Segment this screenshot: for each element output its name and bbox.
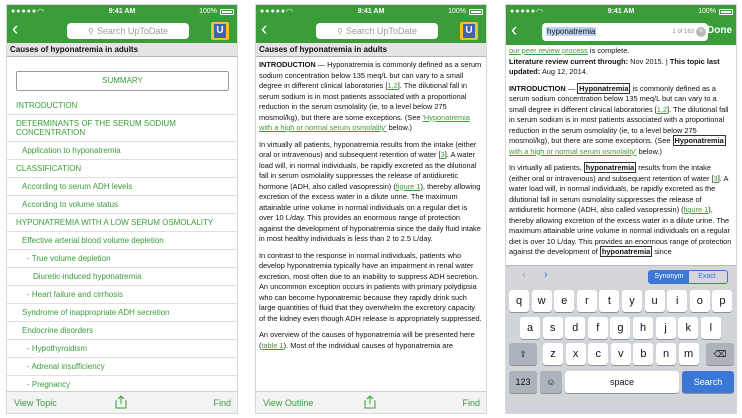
section-heading: INTRODUCTION xyxy=(259,60,316,69)
signal-indicator: ●●●●● xyxy=(260,8,287,15)
wifi-icon: ◠ xyxy=(37,7,44,16)
figure-link[interactable]: figure 1 xyxy=(683,205,709,214)
uptodate-logo-icon[interactable]: U xyxy=(460,22,478,40)
summary-button[interactable]: SUMMARY xyxy=(16,71,229,91)
topic-body xyxy=(256,58,486,391)
find-bar xyxy=(506,19,736,45)
back-chevron-icon[interactable]: ‹ xyxy=(511,20,518,41)
key-a[interactable]: a xyxy=(520,317,540,339)
key-z[interactable]: z xyxy=(543,343,563,365)
search-match: Hyponatremia xyxy=(674,136,724,145)
outline-item[interactable]: - Adrenal insufficiency xyxy=(7,358,237,376)
key-s[interactable]: s xyxy=(543,317,563,339)
search-icon: ⚲ xyxy=(337,27,343,36)
status-bar xyxy=(506,5,736,19)
topic-body xyxy=(506,45,736,265)
key-b[interactable]: b xyxy=(633,343,653,365)
key-h[interactable]: h xyxy=(633,317,653,339)
key-q[interactable]: q xyxy=(509,290,529,312)
section-link[interactable]: 'Hyponatremia with a high or normal serum osmolality' xyxy=(259,112,470,132)
outline-item[interactable]: Effective arterial blood volume depletion xyxy=(7,232,237,250)
key-l[interactable]: l xyxy=(701,317,721,339)
search-match: Hyponatremia xyxy=(579,83,629,93)
find-button[interactable]: Find xyxy=(462,398,480,408)
reference-link[interactable]: 3 xyxy=(713,173,718,183)
search-icon: ⚲ xyxy=(88,27,94,36)
outline-item[interactable]: According to serum ADH levels xyxy=(7,178,237,196)
outline-item[interactable]: DETERMINANTS OF THE SERUM SODIUM CONCENTRATION xyxy=(7,115,237,142)
share-icon[interactable] xyxy=(364,395,376,411)
search-match: hyponatremia xyxy=(601,247,651,256)
key-w[interactable]: w xyxy=(532,290,552,312)
section-heading: INTRODUCTION xyxy=(509,83,566,93)
done-button[interactable]: Done xyxy=(707,25,732,36)
paragraph: An overview of the causes of hyponatremia will be presented here (table 1). Most of the individual causes of hyponatremia are xyxy=(259,330,475,350)
key-f[interactable]: f xyxy=(588,317,608,339)
battery-icon xyxy=(719,9,733,15)
battery-icon xyxy=(220,9,234,15)
key-u[interactable]: u xyxy=(645,290,665,312)
find-input[interactable] xyxy=(542,23,708,41)
reference-link[interactable]: 1,2 xyxy=(656,104,668,114)
find-navigation-bar xyxy=(506,265,736,287)
paragraph: In contrast to the response in normal individuals, patients who develop hyponatremia typically have an impairment in renal water excretion, most often due to an inability to suppress ADH secretion. An uncommon exception occurs in patients with primary polydipsia who can become hyponatremic because they rapidly drink such large quantities of fluid that they overwhelm the excretory capacity of the kidney even though ADH release is appropriately suppressed. xyxy=(259,250,482,323)
back-chevron-icon[interactable]: ‹ xyxy=(261,19,268,40)
find-button[interactable]: Find xyxy=(213,398,231,408)
status-time: 9:41 AM xyxy=(108,8,136,15)
view-outline-button[interactable]: View Outline xyxy=(263,398,314,408)
key-e[interactable]: e xyxy=(554,290,574,312)
status-time: 9:41 AM xyxy=(607,8,635,15)
outline-item[interactable]: INTRODUCTION xyxy=(7,97,237,115)
back-chevron-icon[interactable]: ‹ xyxy=(12,19,19,40)
search-key[interactable]: Search xyxy=(682,371,734,393)
match-count: 1 of 163 xyxy=(672,29,694,35)
previous-match-chevron-icon[interactable]: ‹ xyxy=(522,269,526,281)
outline-panel xyxy=(7,57,237,391)
wifi-icon: ◠ xyxy=(536,7,543,16)
key-r[interactable]: r xyxy=(577,290,597,312)
key-k[interactable]: k xyxy=(678,317,698,339)
view-topic-button[interactable]: View Topic xyxy=(14,398,57,408)
paragraph: our peer review process is complete. xyxy=(509,46,630,55)
outline-item[interactable]: Endocrine disorders xyxy=(7,322,237,340)
key-m[interactable]: m xyxy=(679,343,699,365)
next-match-chevron-icon[interactable]: › xyxy=(544,269,548,281)
nav-bar xyxy=(256,19,486,43)
backspace-key-icon[interactable]: ⌫ xyxy=(706,343,734,365)
outline-item[interactable]: - Heart failure and cirrhosis xyxy=(7,286,237,304)
outline-item[interactable]: HYPONATREMIA WITH A LOW SERUM OSMOLALITY xyxy=(7,214,237,232)
section-link[interactable]: with a high or normal serum osmolality' xyxy=(509,146,637,156)
battery-percent: 100% xyxy=(448,8,466,15)
key-n[interactable]: n xyxy=(656,343,676,365)
paragraph: INTRODUCTION — Hyponatremia is commonly defined as a serum sodium concentration below 135 meq/L but can vary to a small degree in different clinical laboratories [1,2]. The dilutional fall in serum sodium is in most patients associated with a proportional reduction in the serum osmolality (ie, to a level below 275 mosmol/kg), but there are some exceptions. (See Hyponatremia with a high or normal serum osmolality' below.) xyxy=(509,83,729,156)
bottom-toolbar xyxy=(256,391,486,413)
reference-link[interactable]: 1,2 xyxy=(387,81,398,90)
uptodate-logo-icon[interactable]: U xyxy=(211,22,229,40)
outline-item[interactable]: - Pregnancy xyxy=(7,376,237,391)
clear-icon[interactable]: × xyxy=(696,27,706,37)
key-x[interactable]: x xyxy=(566,343,586,365)
status-bar xyxy=(256,5,486,19)
phone-screen-topic xyxy=(255,4,487,414)
search-field[interactable] xyxy=(316,23,438,39)
exact-segment[interactable]: Exact xyxy=(698,273,716,280)
share-icon[interactable] xyxy=(115,395,127,411)
key-o[interactable]: o xyxy=(690,290,710,312)
peer-review-link[interactable]: our peer review process xyxy=(509,46,588,55)
key-i[interactable]: i xyxy=(667,290,687,312)
outline-list xyxy=(7,97,237,391)
outline-item[interactable]: Diuretic-induced hyponatremia xyxy=(7,268,237,286)
signal-indicator: ●●●●● xyxy=(11,8,38,15)
figure-link[interactable]: figure 1 xyxy=(395,181,421,191)
battery-percent: 100% xyxy=(199,8,217,15)
outline-item[interactable]: - True volume depletion xyxy=(7,250,237,268)
table-link[interactable]: table 1 xyxy=(261,340,284,350)
battery-icon xyxy=(469,9,483,15)
match-mode-segmented-control xyxy=(648,270,728,284)
outline-item[interactable]: CLASSIFICATION xyxy=(7,160,237,178)
key-j[interactable]: j xyxy=(656,317,676,339)
paragraph: INTRODUCTION — Hyponatremia is commonly defined as a serum sodium concentration below 135 meq/L but can vary to a small degree in different clinical laboratories [1,2]. The dilutional fall in serum sodium is in most patients associated with a proportional reduction in the serum osmolality (ie, to a level below 275 mosmol/kg), but there are some exceptions. (See 'Hyponatremia with a high or normal serum osmolality' below.) xyxy=(259,60,482,132)
topic-title: Causes of hyponatremia in adults xyxy=(256,43,486,57)
phone-screen-outline xyxy=(6,4,238,414)
signal-indicator: ●●●●● xyxy=(510,8,537,15)
paragraph: In virtually all patients, hyponatremia results from the intake (either oral or intravenous) and subsequent retention of water [3]. A water load will, in normal individuals, be rapidly excreted as the dilutional fall in serum osmolality suppresses the release of antidiuretic hormone (ADH, also called vasopressin) (figure 1), thereby allowing excretion of the excess water in a dilute urine. The maximum attainable urine volume in normal individuals on a regular diet is over 10 L/day. This provides an enormous range of protection against the development of hyponatremia since xyxy=(509,163,732,256)
reference-link[interactable]: 3 xyxy=(440,150,445,159)
search-match: hyponatremia xyxy=(585,163,635,172)
synonym-segment[interactable]: Synonym xyxy=(649,271,689,283)
paragraph: Literature review current through: Nov 2015. | This topic last updated: Aug 12, 2014. xyxy=(509,56,720,76)
status-time: 9:41 AM xyxy=(357,8,385,15)
wifi-icon: ◠ xyxy=(286,7,293,16)
bottom-toolbar xyxy=(7,391,237,413)
nav-bar xyxy=(7,19,237,43)
phone-screen-find xyxy=(505,4,737,414)
find-query: hyponatremia xyxy=(547,27,596,36)
paragraph: In virtually all patients, hyponatremia results from the intake (either oral or intravenous) and subsequent retention of water [3]. A water load will, in normal individuals, be rapidly excreted as the dilutional fall in serum osmolality suppresses the release of antidiuretic hormone (ADH, also called vasopressin) (figure 1), thereby allowing excretion of the excess water in a dilute urine. The maximum attainable urine volume in normal individuals on a regular diet is over 10 L/day. This provides an enormous range of protection against the development of hyponatremia since the daily fluid intake in most healthy individuals is less than 2 to 2.5 L/day. xyxy=(259,139,481,243)
space-key[interactable]: space xyxy=(565,371,679,393)
key-y[interactable]: y xyxy=(622,290,642,312)
search-field[interactable] xyxy=(67,23,189,39)
key-t[interactable]: t xyxy=(599,290,619,312)
key-v[interactable]: v xyxy=(611,343,631,365)
key-c[interactable]: c xyxy=(588,343,608,365)
numbers-key[interactable]: 123 xyxy=(509,371,537,393)
outline-item[interactable]: Syndrome of inappropriate ADH secretion xyxy=(7,304,237,322)
emoji-key-icon[interactable]: ☺ xyxy=(540,371,562,393)
outline-item[interactable]: According to volume status xyxy=(7,196,237,214)
shift-key-icon[interactable]: ⇧ xyxy=(509,343,537,365)
key-g[interactable]: g xyxy=(610,317,630,339)
battery-percent: 100% xyxy=(698,8,716,15)
outline-item[interactable]: - Hypothyroidism xyxy=(7,340,237,358)
search-placeholder: Search UpToDate xyxy=(345,26,417,36)
search-placeholder: Search UpToDate xyxy=(96,26,168,36)
status-bar xyxy=(7,5,237,19)
key-d[interactable]: d xyxy=(565,317,585,339)
keyboard xyxy=(506,287,736,413)
outline-item[interactable]: Application to hyponatremia xyxy=(7,142,237,160)
topic-title: Causes of hyponatremia in adults xyxy=(7,43,237,57)
key-p[interactable]: p xyxy=(712,290,732,312)
